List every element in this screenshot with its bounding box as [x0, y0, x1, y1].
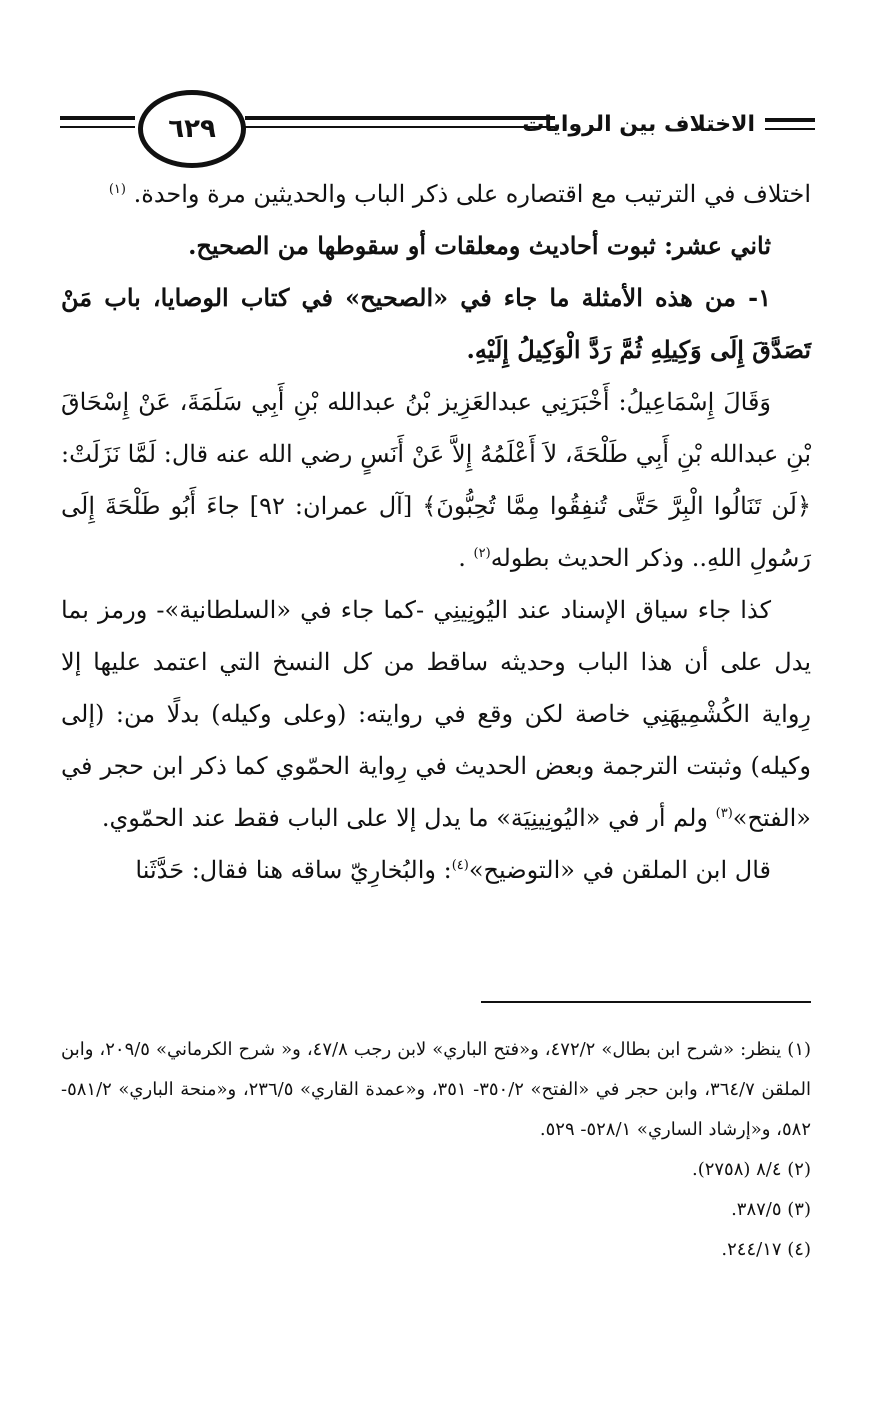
paragraph-6-end: : والبُخارِيّ ساقه هنا فقال: حَدَّثَنا — [135, 856, 452, 884]
paragraph-5 — [61, 584, 811, 844]
paragraph-6 — [61, 844, 811, 896]
footnotes — [61, 1030, 811, 1270]
footnote-separator — [481, 1001, 811, 1003]
page-number: ٦٢٩ — [168, 114, 216, 144]
footnote-ref-2: (٢) — [473, 546, 491, 561]
footnote-2: (٢) ٨/٤ (٢٧٥٨). — [691, 1159, 811, 1180]
header-rule-right-bottom — [765, 128, 815, 130]
page-number-badge — [138, 90, 246, 168]
paragraph-4-text: وَقَالَ إِسْمَاعِيلُ: أَخْبَرَنِي عبدالعَزِيز بْنُ عبدالله بْنِ أَبِي سَلَمَةَ، عَنْ إِسْحَاقَ بْنِ عبدالله بْنِ أَبِي طَلْحَةَ، لاَ أَعْلَمُهُ إِلاَّ عَنْ أَنَسٍ رضي الله عنه قال: لَمَّا نَزَلَتْ: ﴿لَن تَنَالُوا الْبِرَّ حَتَّى تُنفِقُوا مِمَّا تُحِبُّونَ﴾ [آل عمران: ٩٢] جاءَ أَبُو طَلْحَةَ إِلَى رَسُولِ اللهِ.. وذكر الحديث بطوله — [61, 388, 812, 572]
paragraph-1 — [61, 168, 811, 220]
header-rule-right-top — [765, 118, 815, 122]
paragraph-3: ١- من هذه الأمثلة ما جاء في «الصحيح» في كتاب الوصايا، باب مَنْ تَصَدَّقَ إِلَى وَكِيلِهِ ثُمَّ رَدَّ الْوَكِيلُ إِلَيْهِ. — [61, 283, 811, 364]
header-rule-left-bottom — [60, 126, 135, 128]
footnote-ref-4: (٤) — [451, 858, 469, 873]
header-rule-left-top — [60, 116, 135, 120]
footnote-ref-1: (١) — [108, 182, 126, 197]
footnote-ref-3: (٣) — [715, 806, 733, 821]
main-text — [61, 168, 811, 896]
paragraph-1-text: اختلاف في الترتيب مع اقتصاره على ذكر الباب والحديثين مرة واحدة. — [133, 180, 811, 208]
paragraph-6-text: قال ابن الملقن في «التوضيح» — [468, 856, 771, 884]
section-heading: ثاني عشر: ثبوت أحاديث ومعلقات أو سقوطها من الصحيح. — [188, 231, 771, 260]
page-header — [60, 90, 815, 170]
footnote-3: (٣) ٣٨٧/٥. — [731, 1199, 811, 1220]
running-title: الاختلاف بين الروايات — [522, 112, 755, 137]
paragraph-5-text: كذا جاء سياق الإسناد عند اليُونِينِي -كما جاء في «السلطانية»- ورمز بما يدل على أن هذا الباب وحديثه ساقط من كل النسخ التي اعتمد عليها إلا رِواية الكُشْمِيهَنِي خاصة لكن وقع في روايته: (وعلى وكيله) بدلًا من: (إلى وكيله) وثبتت الترجمة وبعض الحديث في رِواية الحمّوي كما ذكر ابن حجر في «الفتح» — [61, 596, 811, 832]
footnote-4: (٤) ٢٤٤/١٧. — [721, 1239, 811, 1260]
footnote-1: (١) ينظر: «شرح ابن بطال» ٤٧٢/٢، و«فتح الباري» لابن رجب ٤٧/٨، و« شرح الكرماني» ٢٠٩/٥، وابن الملقن ٣٦٤/٧، وابن حجر في «الفتح» ٣٥٠/٢- ٣٥١، و«عمدة القاري» ٢٣٦/٥، و«منحة الباري» ٥٨١/٢- ٥٨٢، و«إرشاد الساري» ٥٢٨/١- ٥٢٩. — [61, 1039, 812, 1140]
header-rule-middle-top — [245, 116, 555, 120]
paragraph-4 — [61, 376, 811, 584]
paragraph-4-end: . — [458, 544, 474, 572]
paragraph-5-end: ولم أر في «اليُونِينِيَة» ما يدل إلا على الباب فقط عند الحمّوي. — [101, 804, 716, 832]
header-rule-middle-bottom — [245, 126, 555, 128]
